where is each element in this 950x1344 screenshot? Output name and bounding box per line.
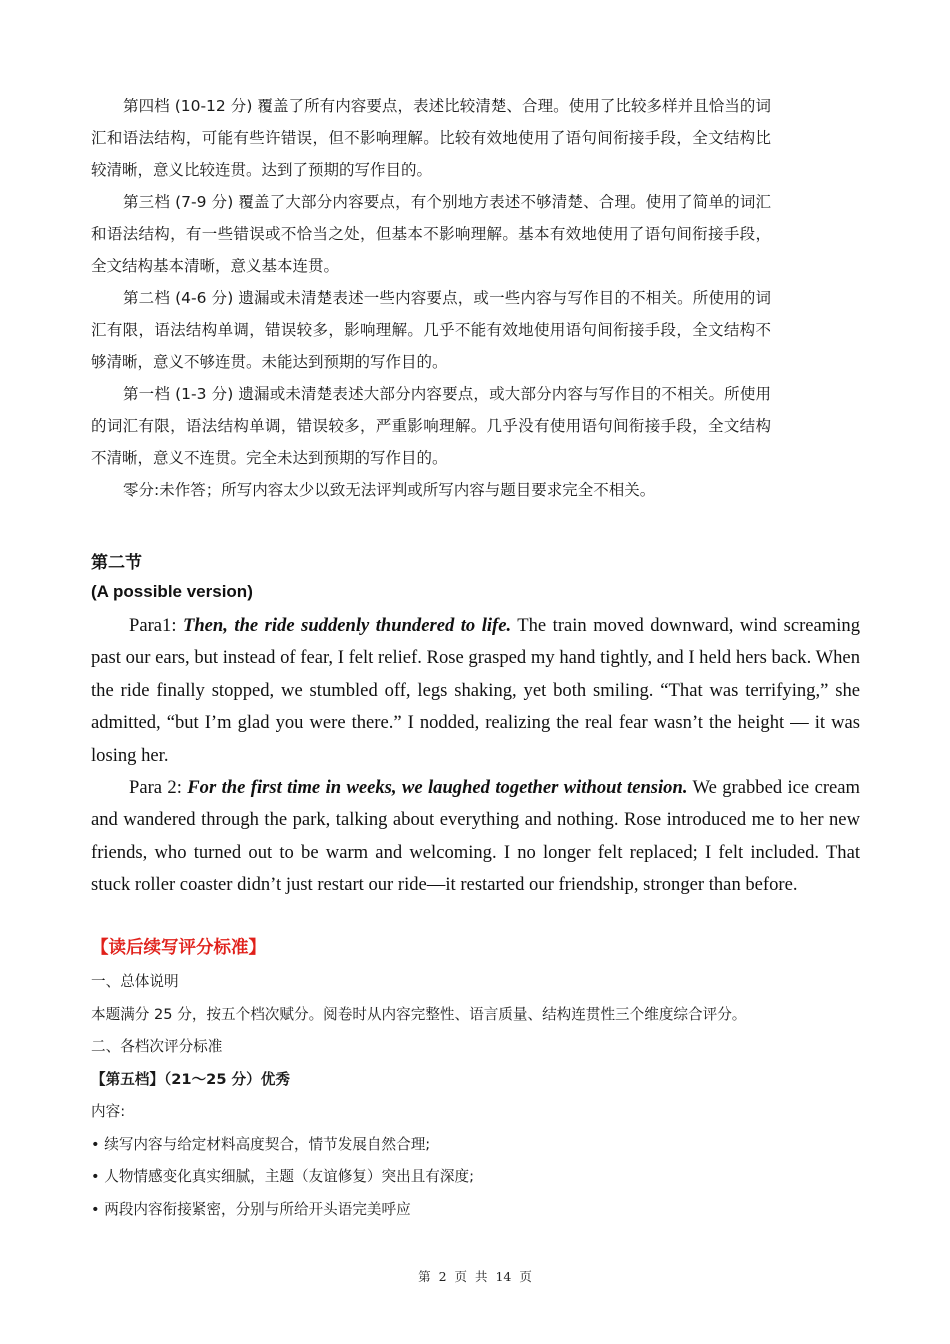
- para2-lead-sentence: For the first time in weeks, we laughed together without tension.: [187, 777, 688, 799]
- essay-paragraph-2: [91, 772, 860, 902]
- content-label: 内容:: [91, 1103, 126, 1120]
- general-heading: 一、总体说明: [91, 973, 179, 990]
- para1-label: Para1:: [129, 615, 183, 636]
- rubric-section: [91, 966, 871, 1226]
- sample-essay: [91, 610, 860, 902]
- rubric-bullet: • 续写内容与给定材料高度契合，情节发展自然合理;: [91, 1135, 431, 1153]
- grade-level-2: 第二档 (4-6 分) 遗漏或未清楚表述一些内容要点，或一些内容与写作目的不相关。所使用的词汇有限，语法结构单调，错误较多，影响理解。几乎不能有效地使用语句间衔接手段，全文结构不够清晰，意义不够连贯。未能达到预期的写作目的。: [91, 289, 771, 371]
- section-title: 第二节: [91, 553, 142, 572]
- para2-body: We grabbed ice cream and wandered through the park, talking about everything and nothing. Rose introduced me to her new friends, who turned out to be warm and welcoming. I no longer felt replaced; I felt included. That stuck roller coaster didn’t just restart our ride—it restarted our friendship, stronger than before.: [91, 777, 860, 896]
- grade-level-3: 第三档 (7-9 分) 覆盖了大部分内容要点，有个别地方表述不够清楚、合理。使用了简单的词汇和语法结构，有一些错误或不恰当之处，但基本不影响理解。基本有效地使用了语句间衔接手段，全文结构基本清晰，意义基本连贯。: [91, 193, 771, 275]
- grade-level-4: 第四档 (10-12 分) 覆盖了所有内容要点，表述比较清楚、合理。使用了比较多样并且恰当的词汇和语法结构，可能有些许错误，但不影响理解。比较有效地使用了语句间衔接手段，全文结构比较清晰，意义比较连贯。达到了预期的写作目的。: [91, 97, 771, 179]
- para1-lead-sentence: Then, the ride suddenly thundered to life.: [182, 615, 512, 636]
- general-text: 本题满分 25 分，按五个档次赋分。阅卷时从内容完整性、语言质量、结构连贯性三个维度综合评分。: [91, 1005, 747, 1023]
- rubric-bullet: • 两段内容衔接紧密，分别与所给开头语完美呼应: [91, 1200, 411, 1218]
- level5-heading: 【第五档】（21～25 分）优秀: [91, 1070, 290, 1088]
- grade-level-descriptions: [91, 90, 771, 506]
- para1-body: The train moved downward, wind screaming past our ears, but instead of fear, I felt relief. Rose grasped my hand tightly, and I held hers back. When the ride finally stopped, we stumbled off, legs shaking, yet both smiling. “That was terrifying,” she admitted, “but I’m glad you were there.” I nodded, realizing the real fear wasn’t the height — it was losing her.: [91, 615, 860, 766]
- page-footer: 第 2 页 共 14 页: [418, 1269, 532, 1284]
- grade-level-0: 零分:未作答；所写内容太少以致无法评判或所写内容与题目要求完全不相关。: [123, 481, 656, 499]
- para2-label: Para 2:: [129, 777, 188, 799]
- rubric-bullet: • 人物情感变化真实细腻，主题（友谊修复）突出且有深度;: [91, 1168, 475, 1185]
- rubric-title: 【读后续写评分标准】: [91, 938, 266, 958]
- grade-level-1: 第一档 (1-3 分) 遗漏或未清楚表述大部分内容要点，或大部分内容与写作目的不相关。所使用的词汇有限，语法结构单调，错误较多，严重影响理解。几乎没有使用语句间衔接手段，全文结构不清晰，意义不连贯。完全未达到预期的写作目的。: [91, 385, 771, 467]
- section-subtitle: (A possible version): [91, 582, 253, 601]
- levels-heading: 二、各档次评分标准: [91, 1038, 223, 1055]
- essay-paragraph-1: [91, 610, 860, 772]
